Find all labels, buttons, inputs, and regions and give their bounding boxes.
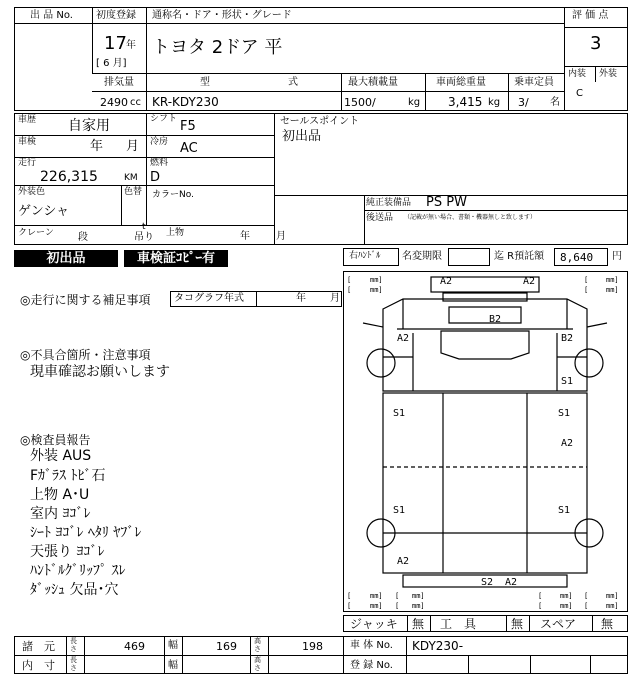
color-value: ゲンシャ	[18, 204, 70, 219]
later-label: 後送品	[366, 213, 394, 223]
capacity-unit: 名	[550, 97, 560, 108]
inspection-month: 月	[126, 139, 140, 154]
mm-bracket: [	[395, 602, 400, 610]
damage-rear-mid: S2	[481, 577, 494, 588]
damage-side-right-mid: A2	[561, 438, 574, 449]
color-no-label: カラーNo.	[152, 190, 194, 200]
mm-bracket: [	[347, 592, 352, 600]
inspector-line: 上物 A･U	[30, 487, 90, 503]
mm-label: mm]	[606, 592, 619, 600]
mm-bracket: [	[538, 592, 543, 600]
fuel-label: 燃料	[150, 158, 169, 168]
mm-bracket: [	[347, 286, 352, 294]
history-label: 車歴	[18, 115, 37, 125]
r-unit: 円	[612, 251, 622, 262]
shift-label: シフト	[150, 114, 178, 124]
model-label: 式	[288, 77, 298, 88]
damage-wheel-right-front: S1	[561, 376, 574, 387]
car-diagram	[343, 271, 628, 612]
crane-hang: 吊り	[134, 232, 154, 243]
width-label: 幅	[168, 660, 178, 671]
tacho-label: タコグラフ年式	[174, 293, 244, 304]
inspector-line: Fｶﾞﾗｽ ﾄﾋﾞ石	[30, 468, 106, 484]
mm-bracket: [	[584, 592, 589, 600]
dims-label-1: 諸 元	[22, 640, 55, 653]
damage-front-right: A2	[523, 276, 536, 287]
ac-label: 冷房	[150, 137, 169, 147]
max-load-unit: kg	[408, 97, 421, 108]
damage-side-right-upper: S1	[558, 408, 571, 419]
mm-label: mm]	[606, 602, 619, 610]
chassis-label: 車 体 No.	[350, 640, 393, 651]
mm-bracket: [	[584, 602, 589, 610]
interior-label: 内装	[568, 69, 587, 79]
r-value: 8,640	[560, 251, 594, 264]
first-listing-banner: 初出品	[14, 250, 118, 267]
damage-fender-left: A2	[397, 333, 410, 344]
equipment-label: 純正装備品	[366, 198, 412, 208]
max-load-value: 1500/	[344, 96, 376, 109]
length-value: 469	[124, 640, 145, 653]
reg-label: 登 録 No.	[350, 660, 393, 671]
inspector-line: 天張り ﾖｺﾞﾚ	[30, 544, 105, 560]
mm-bracket: [	[538, 602, 543, 610]
first-reg-label: 初度登録	[96, 10, 136, 21]
r-label: 迄 R預託額	[494, 251, 545, 262]
width-label: 幅	[168, 640, 178, 651]
inspector-line: ﾊﾝﾄﾞﾙｸﾞﾘｯﾌﾟ ｽﾚ	[30, 563, 126, 579]
crane-t: t	[142, 222, 146, 232]
first-reg-year: 17	[104, 33, 127, 54]
defect-title: ◎不具合箇所・注意事項	[20, 348, 151, 362]
inspection-year: 年	[90, 139, 104, 154]
mm-label: mm]	[606, 286, 619, 294]
lot-no-label: 出 品 No.	[30, 10, 73, 21]
damage-side-left-upper: S1	[393, 408, 406, 419]
mm-label: mm]	[412, 592, 425, 600]
color-code-label: 色替	[124, 187, 143, 197]
spare-label: スペア	[540, 617, 577, 631]
tools-value: 無	[511, 617, 524, 631]
displacement-value: 2490	[100, 96, 128, 109]
mm-label: mm]	[560, 592, 573, 600]
later-note: （記載が無い場合、書類・機器無しと致します）	[404, 214, 537, 221]
mm-label: mm]	[370, 602, 383, 610]
history-value: 自家用	[68, 118, 110, 134]
mm-bracket: [	[584, 276, 589, 284]
name-change-box	[448, 248, 490, 266]
cc-unit: cc	[130, 97, 141, 108]
upper-month: 月	[276, 231, 286, 242]
tacho-year: 年	[296, 293, 306, 304]
model-code: KR-KDY230	[152, 95, 219, 109]
grade-label: 評 価 点	[572, 10, 609, 21]
damage-hood: B2	[489, 314, 502, 325]
spare-value: 無	[601, 617, 614, 631]
tools-label: 工 具	[440, 617, 477, 631]
crane-stage: 段	[78, 232, 88, 243]
jack-value: 無	[412, 617, 425, 631]
mileage-unit: KM	[124, 173, 138, 183]
gvw-label: 車両総重量	[436, 77, 486, 88]
defect-text: 現車確認お願いします	[30, 364, 170, 380]
jack-label: ジャッキ	[350, 617, 398, 631]
mm-bracket: [	[395, 592, 400, 600]
inspector-line: 室内 ﾖｺﾞﾚ	[30, 506, 91, 522]
equipment-value: PS PW	[426, 195, 467, 210]
name-change-label: 名変期限	[402, 251, 442, 262]
mm-label: mm]	[370, 276, 383, 284]
damage-front-left: A2	[440, 276, 453, 287]
color-label: 外装色	[18, 187, 46, 197]
ac-value: AC	[180, 141, 198, 156]
fuel-value: D	[150, 170, 161, 185]
inspector-line: 外装 AUS	[30, 448, 92, 464]
length-label: 長さ	[70, 656, 77, 672]
sales-point-label: セールスポイント	[280, 116, 360, 127]
exterior-label: 外装	[599, 69, 618, 79]
inspector-line: ﾀﾞｯｼｭ 欠品･穴	[30, 582, 119, 598]
overall-score: 3	[590, 33, 602, 54]
chassis-value: KDY230-	[412, 639, 464, 653]
type-label: 型	[200, 77, 210, 88]
width-value: 169	[216, 640, 237, 653]
inspection-label: 車検	[18, 137, 37, 147]
upper-label: 上物	[166, 228, 185, 238]
rhd-label: 右ﾊﾝﾄﾞﾙ	[349, 251, 381, 261]
mileage-value: 226,315	[40, 169, 98, 185]
height-value: 198	[302, 640, 323, 653]
running-title: ◎走行に関する補足事項	[20, 293, 151, 307]
upper-year: 年	[240, 231, 250, 242]
length-label: 長さ	[70, 637, 77, 653]
height-label: 高さ	[254, 637, 261, 653]
shaken-copy-banner: 車検証ｺﾋﾟｰ有	[124, 250, 228, 267]
mileage-label: 走行	[18, 158, 37, 168]
car-name: トヨタ 2ドア 平	[152, 37, 283, 58]
shift-value: F5	[180, 119, 196, 134]
gvw-value: 3,415	[448, 95, 483, 109]
damage-rear-left: A2	[397, 556, 410, 567]
mm-label: mm]	[370, 286, 383, 294]
max-load-label: 最大積載量	[348, 77, 398, 88]
interior-score: C	[576, 88, 583, 99]
inspector-title: ◎検査員報告	[20, 433, 91, 447]
inspector-line: ｼｰﾄ ﾖｺﾞﾚ ﾍﾀﾘ ﾔﾌﾞﾚ	[30, 525, 142, 541]
damage-fender-right: B2	[561, 333, 574, 344]
year-unit: 年	[126, 40, 136, 51]
name-label: 通称名・ドア・形状・グレード	[152, 10, 292, 21]
capacity-label: 乗車定員	[514, 77, 554, 88]
mm-bracket: [	[584, 286, 589, 294]
mm-label: mm]	[370, 592, 383, 600]
damage-rear-right: A2	[505, 577, 518, 588]
sales-point-value: 初出品	[282, 129, 322, 144]
mm-label: mm]	[560, 602, 573, 610]
dims-label-2: 内 寸	[22, 659, 55, 672]
tacho-month: 月	[330, 293, 340, 304]
mm-bracket: [	[347, 276, 352, 284]
mm-bracket: [	[347, 602, 352, 610]
damage-side-right-lower: S1	[558, 505, 571, 516]
damage-side-left-lower: S1	[393, 505, 406, 516]
mm-label: mm]	[412, 602, 425, 610]
disp-label: 排気量	[104, 77, 134, 88]
height-label: 高さ	[254, 656, 261, 672]
crane-label: クレーン	[18, 228, 54, 238]
first-reg-month: [ 6 月]	[96, 58, 127, 69]
capacity-value: 3/	[518, 96, 529, 109]
gvw-unit: kg	[488, 97, 501, 108]
mm-label: mm]	[606, 276, 619, 284]
